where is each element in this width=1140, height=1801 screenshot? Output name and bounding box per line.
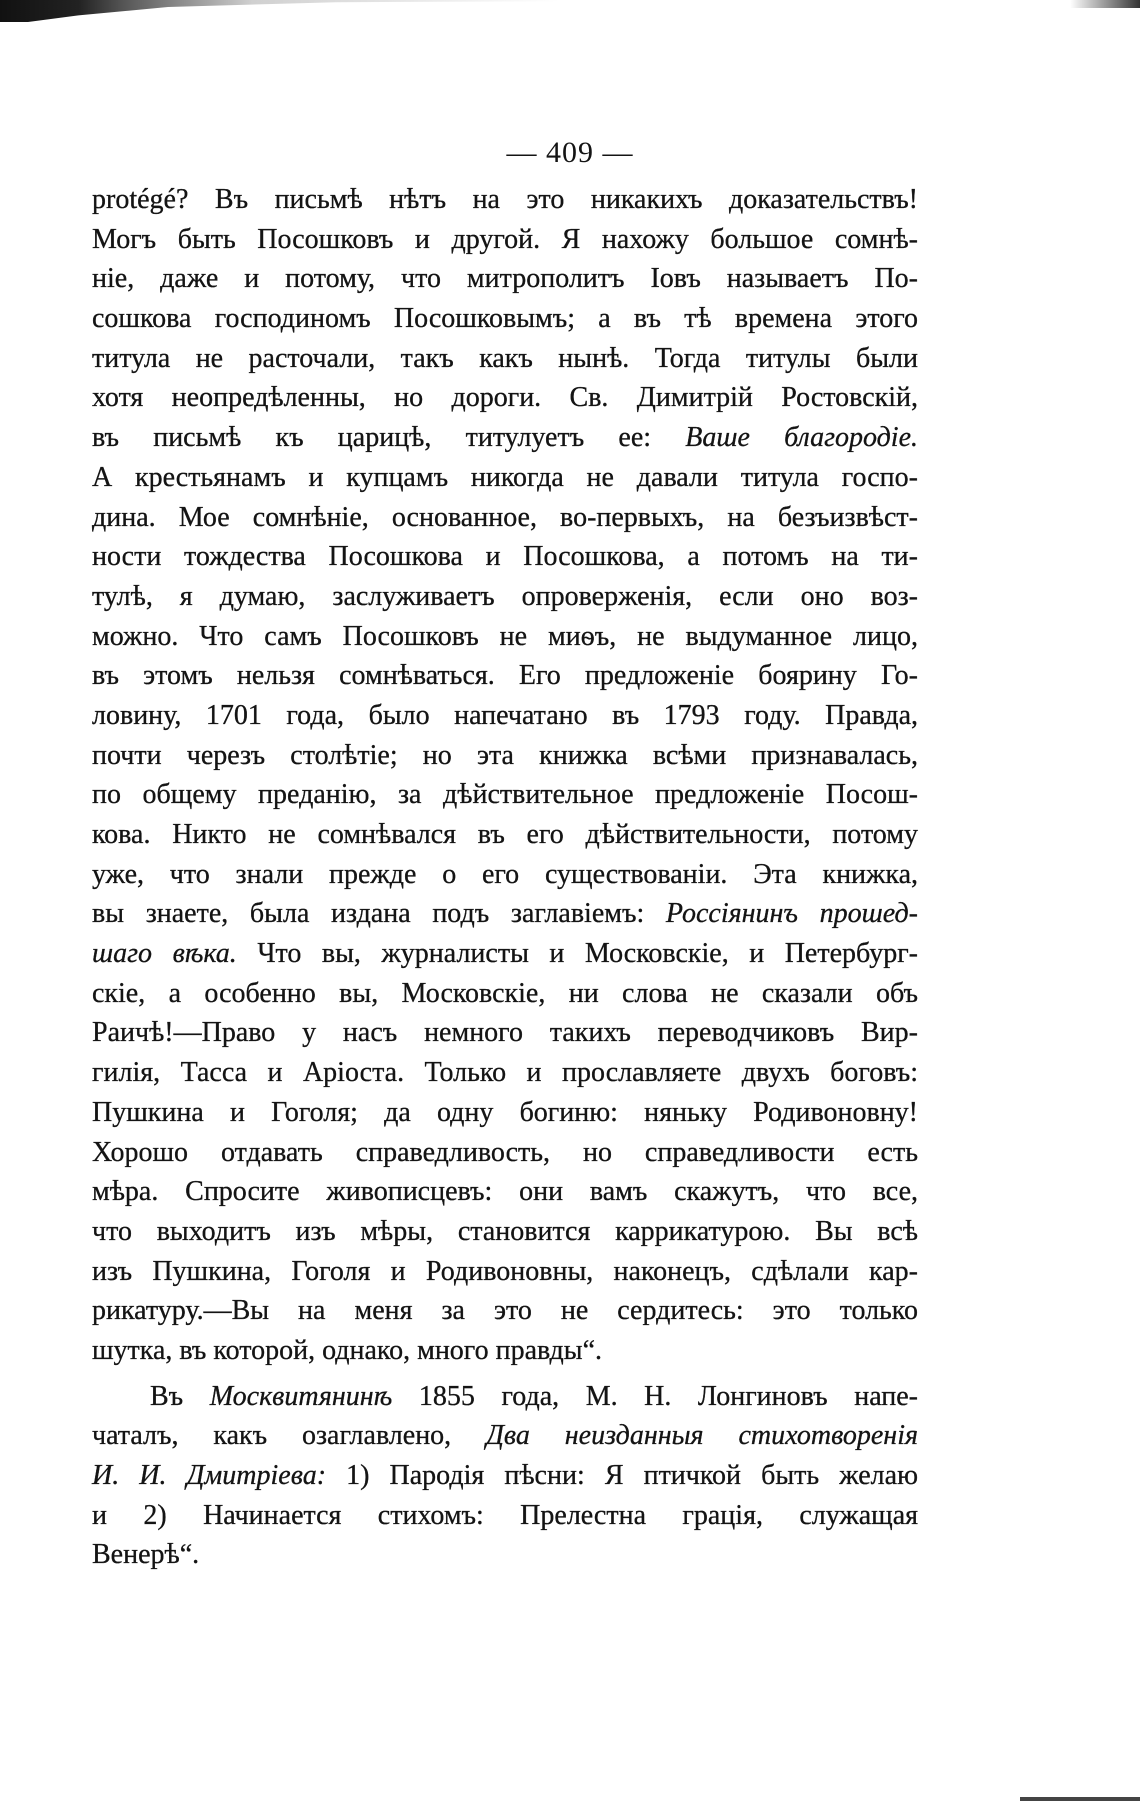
text-line (92, 1377, 918, 1417)
scan-edge-mark (0, 0, 560, 22)
text-line (92, 1416, 918, 1456)
italic-phrase: Ваше благородіе. (685, 422, 919, 454)
text-line: рикатуру.—Вы на меня за это не сердитесь: это только (92, 1295, 918, 1327)
text-line: ловину, 1701 года, было напечатано въ 1793 году. Правда, (92, 699, 918, 731)
text-line: Пушкина и Гоголя; да одну богиню: няньку Родивоновну! (92, 1096, 918, 1128)
text-line: дина. Мое сомнѣніе, основанное, во-первыхъ, на безъизвѣст- (92, 501, 918, 533)
text-run: 1) Пародія пѣсни: Я птичкой быть желаю (326, 1460, 919, 1491)
text-line: ности тождества Посошкова и Посошкова, а потомъ на ти- (92, 541, 918, 573)
italic-author: И. И. Дмитріева: (92, 1460, 327, 1491)
italic-title: Москвитянинѣ (209, 1380, 393, 1412)
text-run: въ письмѣ къ царицѣ, титулуетъ ее: (92, 422, 686, 454)
text-line: Хорошо отдавать справедливость, но справедливости есть (92, 1136, 918, 1168)
text-line: и 2) Начинается стихомъ: Прелестна грація, служащая (92, 1499, 918, 1531)
page-number: — 409 — (506, 136, 634, 169)
text-line: почти черезъ столѣтіе; но эта книжка всѣми признавалась, (92, 739, 918, 771)
scan-edge-mark-right (1070, 0, 1140, 8)
text-line: титула не расточали, такъ какъ нынѣ. Тогда титулы были (92, 342, 918, 374)
text-line: скіе, а особенно вы, Московскіе, ни слова не сказали объ (92, 977, 918, 1009)
text-line (92, 894, 918, 934)
text-line: Могъ быть Посошковъ и другой. Я нахожу большое сомнѣ- (92, 223, 918, 255)
text-line: можно. Что самъ Посошковъ не миѳъ, не выдуманное лицо, (92, 620, 918, 652)
text-run: Въ (150, 1380, 210, 1412)
scan-edge-mark-bottom (1020, 1797, 1140, 1801)
text-line: гилія, Тасса и Аріоста. Только и прославляете двухъ боговъ: (92, 1057, 918, 1089)
text-line: кова. Никто не сомнѣвался въ его дѣйствительности, потому (92, 819, 918, 850)
text-line (92, 1456, 918, 1496)
text-line: уже, что знали прежде о его существованіи. Эта книжка, (92, 858, 918, 890)
text-line: ніе, даже и потому, что митрополитъ Іовъ называетъ По- (92, 263, 918, 295)
text-line: что выходитъ изъ мѣры, становится каррикатурою. Вы всѣ (92, 1215, 918, 1247)
italic-title: Россіянинъ прошед- (665, 898, 918, 930)
text-line: изъ Пушкина, Гоголя и Родивоновны, наконецъ, сдѣлали кар- (92, 1255, 918, 1287)
text-line (92, 934, 918, 974)
italic-title: Два неизданныя стихотворенія (486, 1420, 918, 1452)
text-line: мѣра. Спросите живописцевъ: они вамъ скажутъ, что все, (92, 1176, 918, 1208)
text-line: А крестьянамъ и купцамъ никогда не давали титула госпо- (92, 461, 918, 493)
text-line: по общему преданію, за дѣйствительное предложеніе Посош- (92, 779, 918, 811)
text-run: чаталъ, какъ озаглавлено, (92, 1420, 487, 1452)
italic-title: шаго вѣка. (92, 938, 237, 970)
text-run: Что вы, журналисты и Московскіе, и Петербург- (236, 938, 918, 970)
text-line: тулѣ, я думаю, заслуживаетъ опроверженія, если оно воз- (92, 580, 918, 612)
body-text (92, 180, 918, 1575)
text-line: protégé? Въ письмѣ нѣтъ на это никакихъ доказательствъ! (92, 184, 918, 215)
text-line: хотя неопредѣленны, но дороги. Св. Димитрій Ростовскій, (92, 382, 918, 414)
text-line: Раичѣ!—Право у насъ немного такихъ переводчиковъ Вир- (92, 1017, 918, 1049)
text-line: въ этомъ нельзя сомнѣваться. Его предложеніе боярину Го- (92, 660, 918, 692)
text-line: шутка, въ которой, однако, много правды“. (92, 1334, 603, 1366)
text-line (92, 418, 918, 458)
text-line: сошкова господиномъ Посошковымъ; а въ тѣ времена этого (92, 303, 918, 335)
text-line: Венерѣ“. (92, 1539, 200, 1571)
text-run: вы знаете, была издана подъ заглавіемъ: (92, 898, 666, 930)
text-run: 1855 года, М. Н. Лонгиновъ напе- (392, 1380, 918, 1412)
